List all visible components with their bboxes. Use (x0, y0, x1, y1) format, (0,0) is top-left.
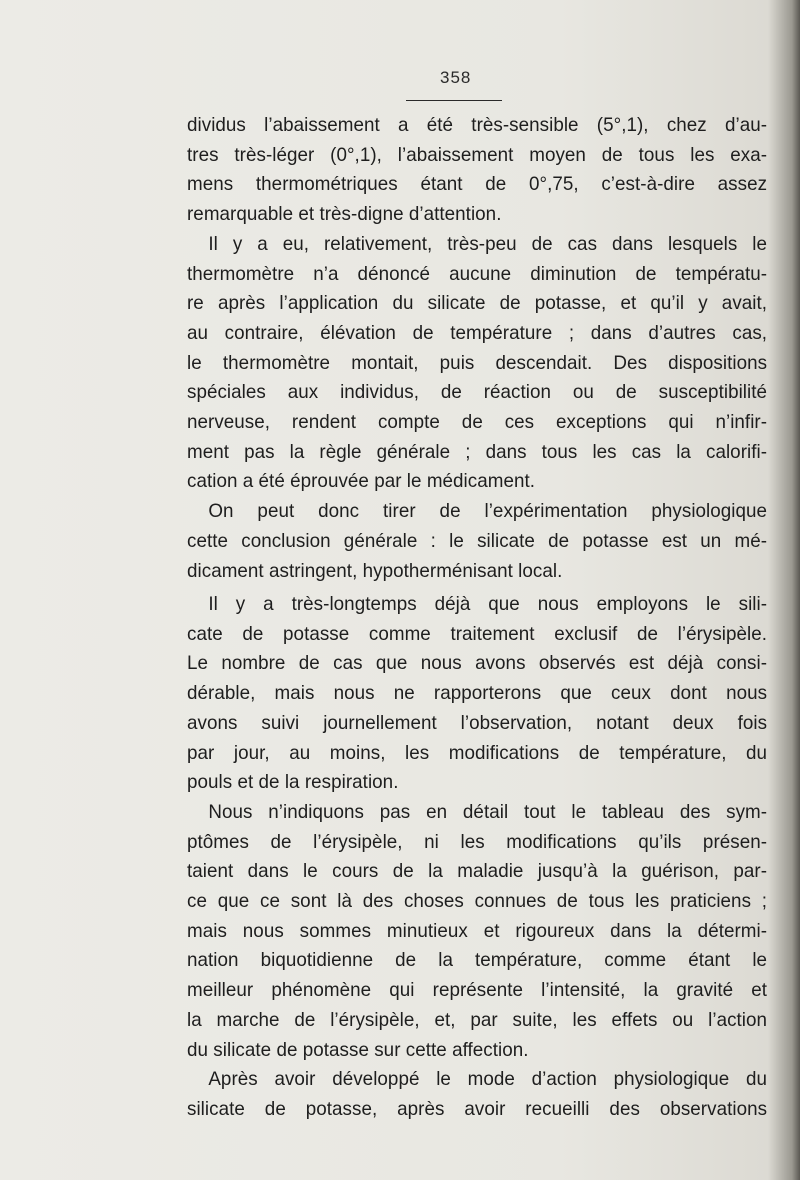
text-line: dérable, mais nous ne rapporterons que ceux dont nous (187, 682, 768, 705)
text-line: pouls et de la respiration. (187, 771, 399, 794)
text-line: du silicate de potasse sur cette affection. (187, 1038, 529, 1061)
text-line: Il y a très-longtemps déjà que nous employons le sili- (208, 593, 768, 615)
text-line: dicament astringent, hypotherménisant local. (187, 559, 563, 582)
text-line: mais nous sommes minutieux et rigoureux dans la détermi- (187, 919, 768, 942)
text-line: avons suivi journellement l’observation, notant deux fois (187, 711, 768, 734)
text-line: par jour, au moins, les modifications de température, du (187, 741, 768, 764)
text-line: meilleur phénomène qui représente l’intensité, la gravité et (187, 979, 768, 1002)
text-line: nation biquotidienne de la température, comme étant le (187, 949, 768, 972)
text-block-2 (187, 590, 767, 1125)
text-line: thermomètre n’a dénoncé aucune diminution de températu- (187, 262, 768, 285)
text-line: au contraire, élévation de température ; dans d’autres cas, (187, 321, 768, 344)
text-line: nerveuse, rendent compte de ces exceptions qui n’infir- (187, 411, 768, 434)
text-line: ptômes de l’érysipèle, ni les modifications qu’ils présen- (187, 830, 768, 853)
text-line: ce que ce sont là des choses connues de tous les praticiens ; (187, 890, 768, 913)
text-line: On peut donc tirer de l’expérimentation physiologique (208, 500, 768, 523)
text-line: tres très-léger (0°,1), l’abaissement moyen de tous les exa- (187, 143, 768, 166)
text-line: le thermomètre montait, puis descendait. Des dispositions (187, 351, 768, 374)
text-line: spéciales aux individus, de réaction ou de susceptibilité (187, 381, 768, 404)
text-line: cation a été éprouvée par le médicament. (187, 470, 536, 493)
text-line: la marche de l’érysipèle, et, par suite, les effets ou l’action (187, 1008, 768, 1031)
text-line: cate de potasse comme traitement exclusif de l’érysipèle. (187, 622, 768, 645)
text-line: ment pas la règle générale ; dans tous les cas la calorifi- (187, 440, 768, 463)
text-line: dividus l’abaissement a été très-sensible (5°,1), chez d’au- (187, 114, 768, 136)
page-number: 358 (440, 68, 472, 87)
text-line: taient dans le cours de la maladie jusqu’à la guérison, par- (187, 860, 768, 883)
text-line: mens thermométriques étant de 0°,75, c’est-à-dire assez (187, 173, 768, 196)
text-line: Nous n’indiquons pas en détail tout le tableau des sym- (208, 800, 768, 823)
page-number-rule (406, 100, 502, 101)
text-line: Après avoir développé le mode d’action physiologique du (208, 1068, 768, 1091)
text-line: re après l’application du silicate de potasse, et qu’il y avait, (187, 292, 768, 315)
text-line: remarquable et très-digne d’attention. (187, 203, 502, 226)
text-line: cette conclusion générale : le silicate de potasse est un mé- (187, 529, 768, 552)
text-block-1 (187, 111, 767, 586)
text-line: Il y a eu, relativement, très-peu de cas dans lesquels le (208, 232, 768, 255)
text-line: Le nombre de cas que nous avons observés est déjà consi- (187, 652, 768, 675)
text-line: silicate de potasse, après avoir recueilli des observations (187, 1097, 768, 1120)
